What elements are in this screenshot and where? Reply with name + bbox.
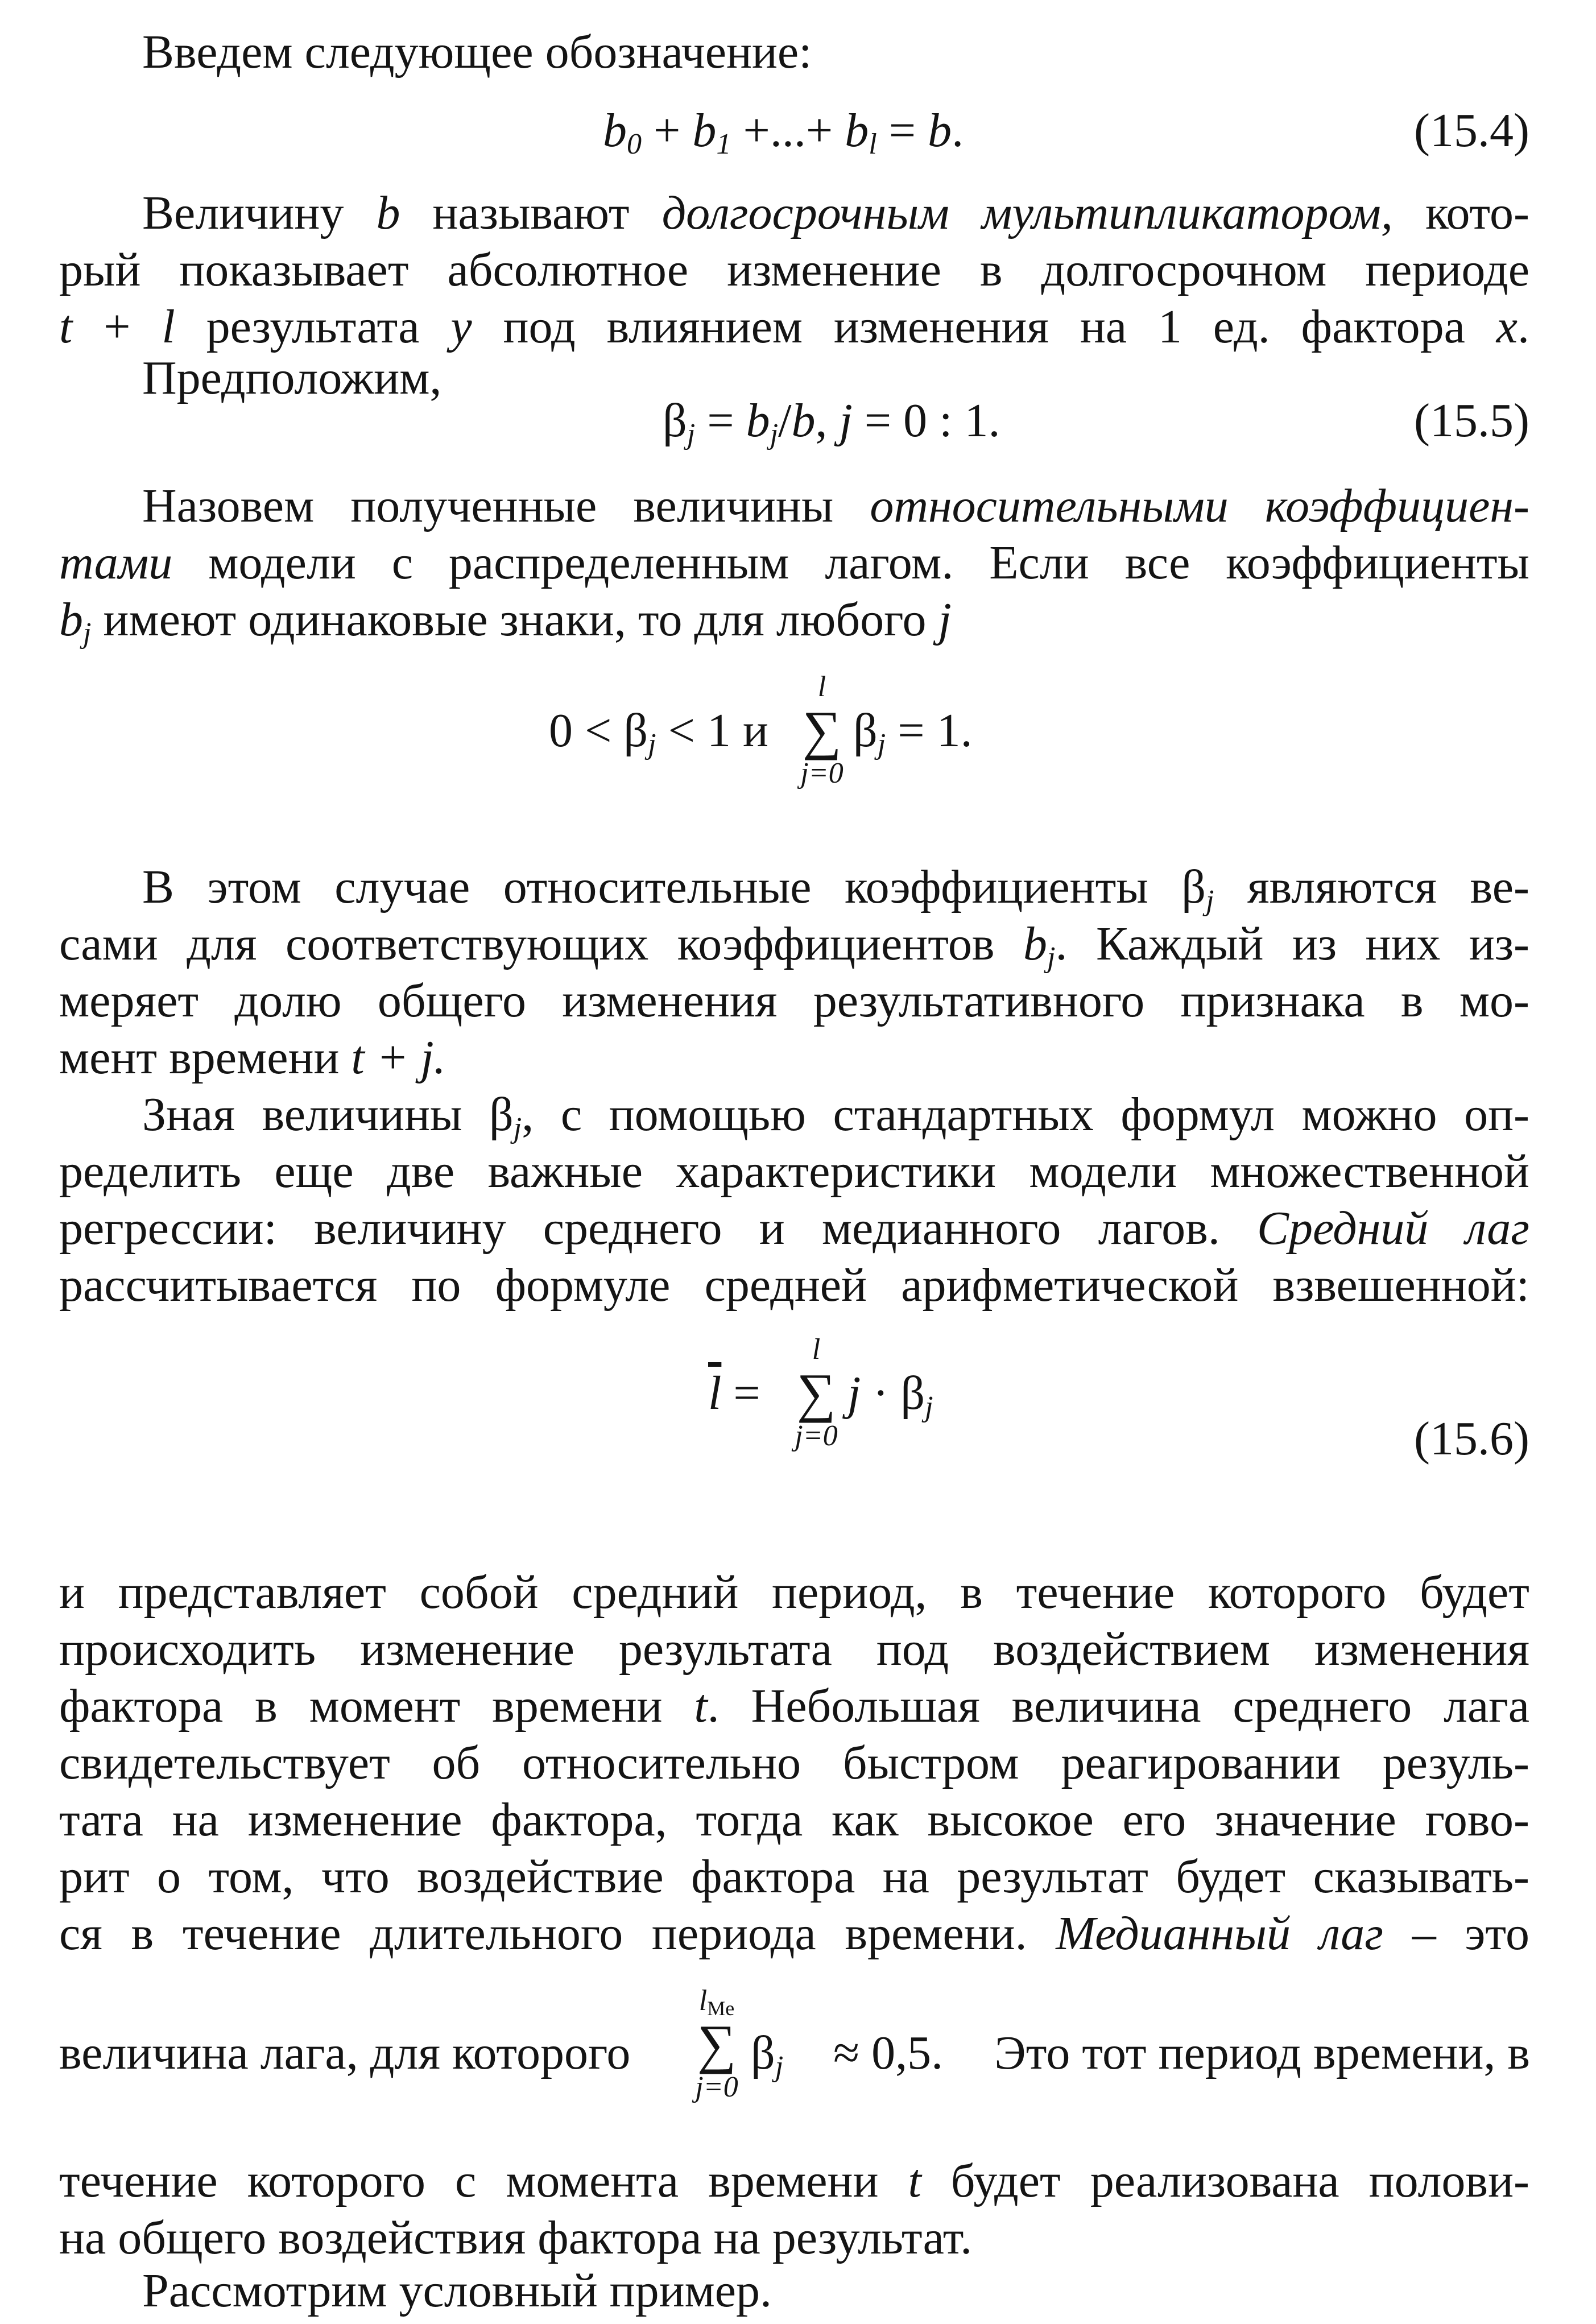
text-line: регрессии: величину среднего и медианного лагов. Средний лаг — [59, 1202, 1529, 1255]
text-line: Предположим, — [142, 352, 442, 404]
text-line: Зная величины $\beta_j$, с помощью стандартных формул можно оп- — [142, 1088, 1530, 1145]
text-line-median-start: величина лага, для которого — [59, 2027, 631, 2079]
text-line: фактора в момент времени t. Небольшая величина среднего лага — [59, 1680, 1529, 1732]
text-line: рит о том, что воздействие фактора на результат будет сказывать- — [59, 1850, 1529, 1903]
text-line: мент времени t + j. — [59, 1031, 446, 1084]
text-line: Величину b называют долгосрочным мультипликатором, кото- — [142, 187, 1529, 239]
text-line: рассчитывается по формуле средней арифметической взвешенной: — [59, 1259, 1529, 1312]
equation-number: (15.5) — [1414, 394, 1529, 447]
median-beta: $\beta_j$ — [751, 2027, 784, 2083]
text-line: происходить изменение результата под воздействием изменения — [59, 1623, 1529, 1676]
text-line: $b_j$ имеют одинаковые знаки, то для любого j — [59, 593, 952, 650]
text-line: рый показывает абсолютное изменение в долгосрочном периоде — [59, 243, 1529, 296]
text-line: t + l результата y под влиянием изменения на 1 ед. фактора x. — [59, 300, 1529, 353]
equation-15-5: $\beta_j = b_j/b$, j = 0 : 1. — [663, 394, 1000, 451]
text-line: течение которого с момента времени t будет реализована полови- — [59, 2155, 1529, 2207]
text-line: сами для соответствующих коэффициентов $b_j$. Каждый из них из- — [59, 917, 1529, 974]
summation-symbol: l ∑ j=0 — [800, 671, 844, 789]
text-line: Рассмотрим условный пример. — [142, 2264, 772, 2317]
text-line: и представляет собой средний период, в течение которого будет — [59, 1566, 1529, 1619]
summation-symbol: $l_{Me}$ ∑ j=0 — [695, 1984, 738, 2103]
equation-15-4: $b_0 + b_1$ +...+ $b_l = b$. — [603, 104, 964, 161]
text-line: меряет долю общего изменения результативного признака в мо- — [59, 974, 1529, 1027]
text-line: Назовем полученные величины относительными коэффициен- — [142, 479, 1529, 532]
text-line: тата на изменение фактора, тогда как высокое его значение гово- — [59, 1793, 1529, 1846]
text-line: В этом случае относительные коэффициенты $\beta_j$ являются ве- — [142, 861, 1529, 917]
text-line: Введем следующее обозначение: — [142, 26, 812, 78]
text-line: ределить еще две важные характеристики модели множественной — [59, 1145, 1529, 1198]
text-line: на общего воздействия фактора на результат. — [59, 2211, 973, 2264]
inequality-sum-right: $\beta_j = 1$. — [853, 704, 973, 761]
equation-number: (15.6) — [1414, 1412, 1529, 1465]
text-line: свидетельствует об относительно быстром реагировании резуль- — [59, 1736, 1529, 1789]
median-approx: ≈ 0,5. — [833, 2027, 944, 2079]
text-line: тами модели с распределенным лагом. Если все коэффициенты — [59, 536, 1529, 589]
text-line-median-end: Это тот период времени, в — [994, 2027, 1530, 2079]
text-line: ся в течение длительного периода времени. Медианный лаг – это — [59, 1907, 1529, 1960]
equation-number: (15.4) — [1414, 104, 1529, 157]
equation-15-6-rhs: $j \cdot \beta_j$ — [847, 1367, 933, 1424]
inequality-beta: $0 < \beta_j < 1$ и — [549, 704, 768, 761]
summation-symbol: l ∑ j=0 — [795, 1333, 838, 1452]
equation-15-6-lhs: $\overline{l}$ = — [708, 1367, 760, 1420]
